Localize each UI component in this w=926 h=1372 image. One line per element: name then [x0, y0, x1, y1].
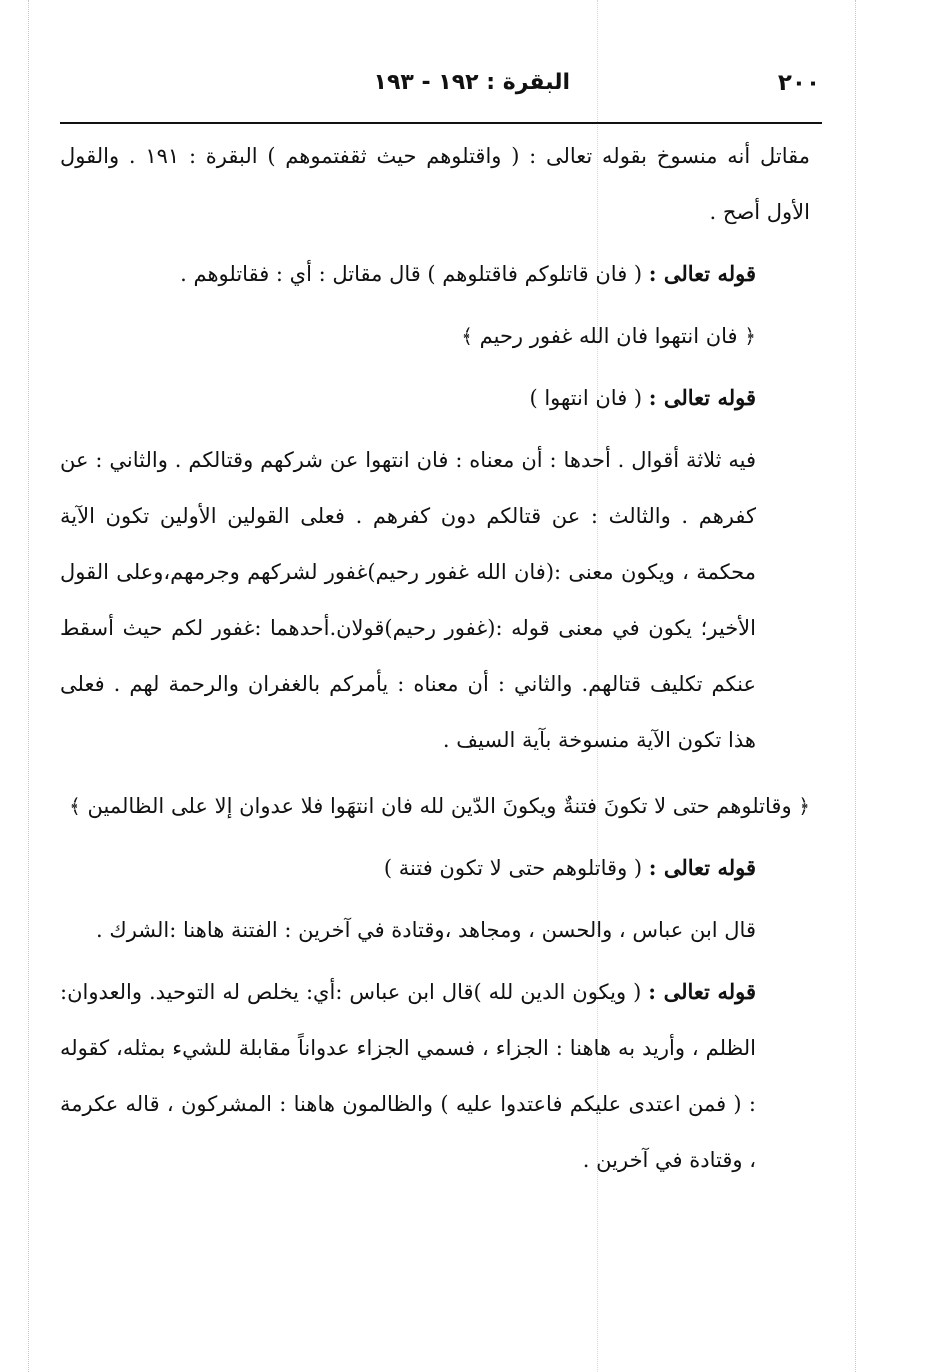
quote-text: ( فان قاتلوكم فاقتلوهم ) قال مقاتل : أي : فقاتلوهم . [180, 262, 643, 286]
verse-bracket-close: ﴾ [69, 794, 81, 818]
header-rule [60, 122, 822, 124]
page-body [60, 128, 810, 1188]
quote-text: ( ويكون الدين لله )قال ابن عباس :أي: يخلص له التوحيد. والعدوان: الظلم ، وأريد به هاهنا : الجزاء ، فسمي الجزاء عدواناً مقابلة للشيء بمثله، كقوله : ( فمن اعتدى عليكم فاعتدوا عليه ) والظالمون هاهنا : المشركون ، قاله عكرمة ، وقتادة في آخرين . [60, 980, 756, 1172]
page-number: ٢٠٠ [777, 70, 820, 96]
paragraph: مقاتل أنه منسوخ بقوله تعالى : ( واقتلوهم حيث ثقفتموهم ) البقرة : ١٩١ . والقول الأول أصح . [60, 144, 810, 224]
page-header [60, 68, 820, 108]
quote-lead: قوله تعالى : [648, 855, 756, 880]
running-title: البقرة : ١٩٢ - ١٩٣ [373, 70, 570, 95]
scan-artifact-line [855, 0, 856, 1372]
verse-bracket-open: ﴿ [798, 794, 810, 818]
paragraph [60, 370, 810, 426]
paragraph [60, 246, 810, 302]
paragraph [60, 840, 810, 896]
paragraph [60, 964, 810, 1188]
verse [60, 778, 810, 834]
verse-bracket-open: ﴿ [744, 324, 756, 348]
quote-lead: قوله تعالى : [648, 979, 757, 1004]
verse-bracket-close: ﴾ [461, 324, 473, 348]
verse [60, 308, 810, 364]
quote-text: ( وقاتلوهم حتى لا تكون فتنة ) [383, 856, 643, 880]
verse-text: فان انتهوا فان الله غفور رحيم [479, 324, 738, 348]
paragraph: فيه ثلاثة أقوال . أحدها : أن معناه : فان انتهوا عن شركهم وقتالكم . والثاني : عن كفرهم . والثالث : عن قتالكم دون كفرهم . فعلى القولين الأولين تكون الآية محكمة ، ويكون معنى :(فان الله غفور رحيم)غفور لشركهم وجرمهم،وعلى القول الأخير؛ يكون في معنى قوله :(غفور رحيم)قولان.أحدهما :غفور لكم حيث أسقط عنكم تكليف قتالهم. والثاني : أن معناه : يأمركم بالغفران والرحمة لهم . فعلى هذا تكون الآية منسوخة بآية السيف . [60, 448, 756, 752]
paragraph: قال ابن عباس ، والحسن ، ومجاهد ،وقتادة في آخرين : الفتنة هاهنا :الشرك . [96, 918, 756, 942]
quote-lead: قوله تعالى : [648, 385, 756, 410]
quote-lead: قوله تعالى : [648, 261, 756, 286]
quote-text: ( فان انتهوا ) [529, 386, 643, 410]
verse-text: وقاتلوهم حتى لا تكونَ فتنةٌ ويكونَ الدّين لله فان انتهَوا فلا عدوان إلا على الظالمين [87, 794, 792, 818]
scan-artifact-line [28, 0, 29, 1372]
